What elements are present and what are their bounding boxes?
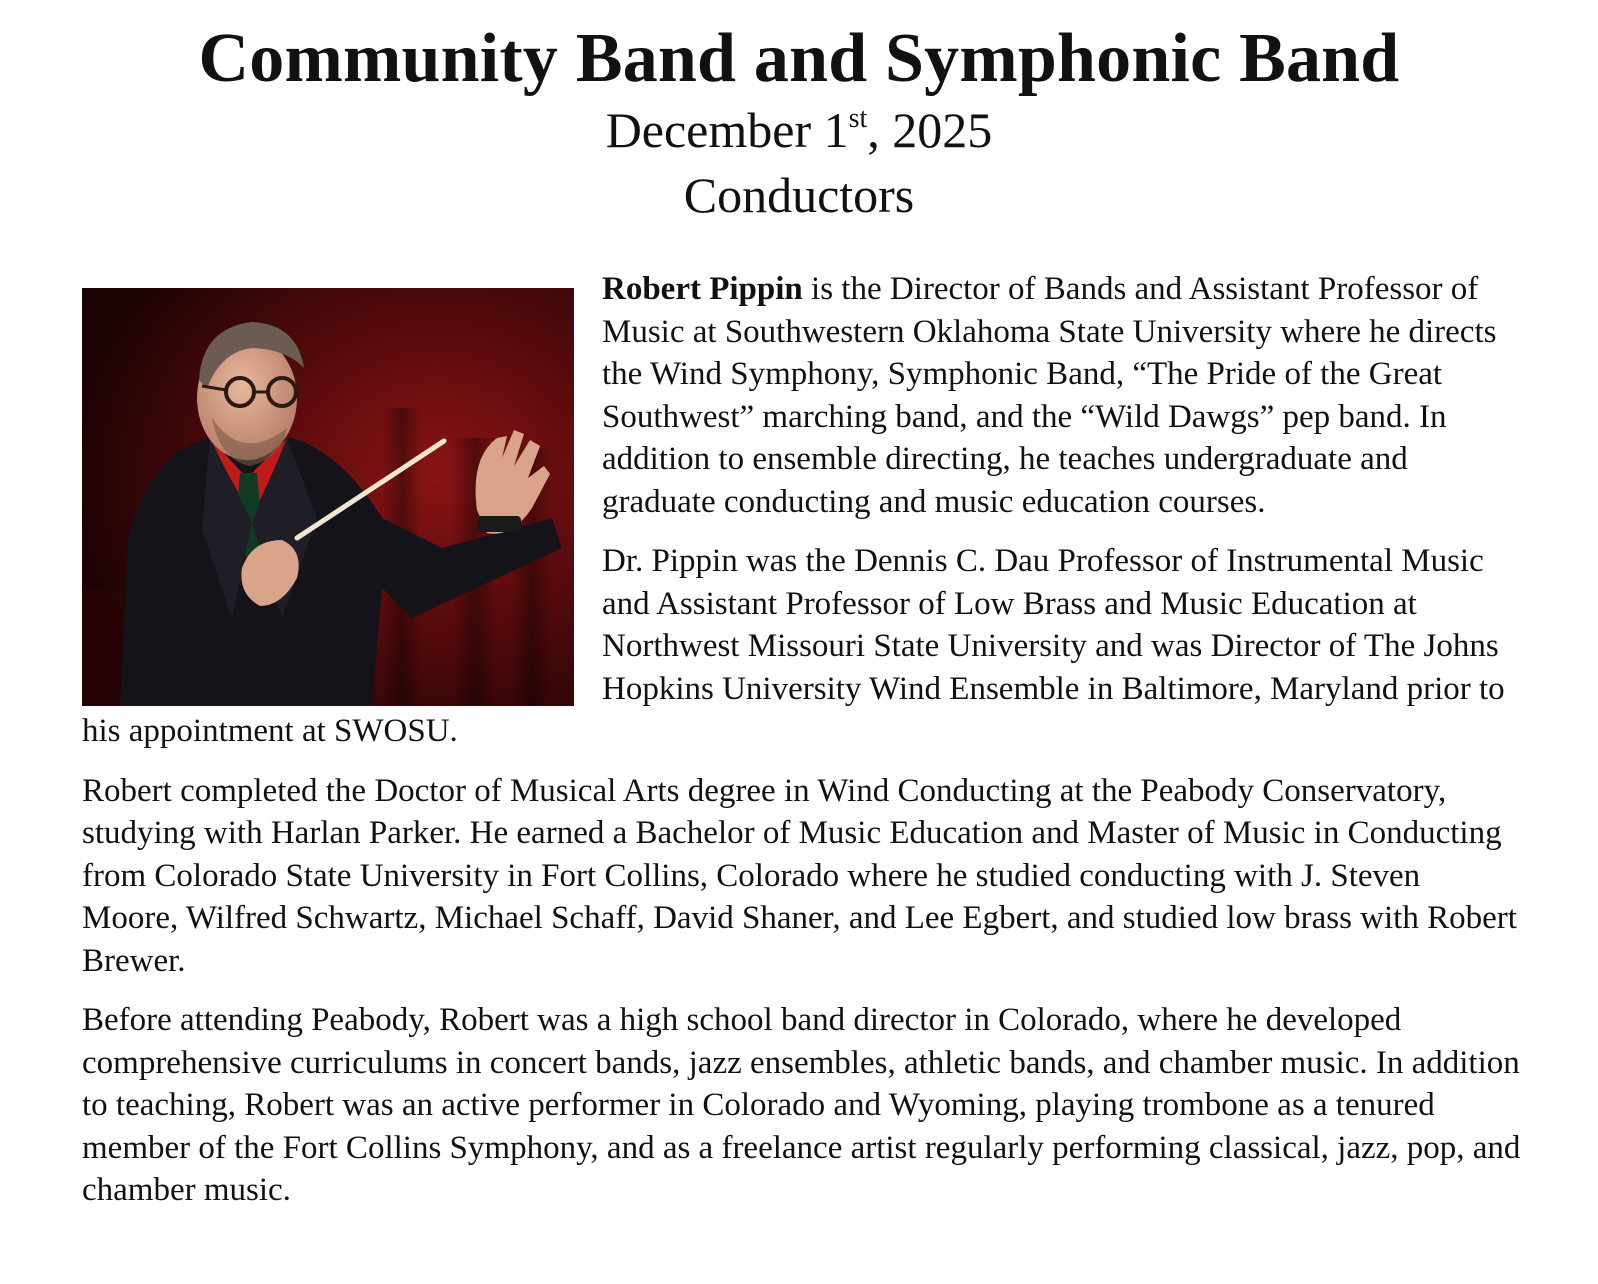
event-date-main: December 1 — [605, 102, 849, 158]
page-title: Community Band and Symphonic Band — [198, 20, 1400, 97]
conductor-bio — [82, 268, 1522, 1229]
conductor-portrait-photo — [82, 288, 574, 706]
event-date — [0, 100, 1598, 169]
bio-paragraph-3: Robert completed the Doctor of Musical Arts degree in Wind Conducting at the Peabody Conservatory, studying with Harlan Parker. He earned a Bachelor of Music Education and Master of Music in Conducting from Colorado State University in Fort Collins, Colorado where he studied conducting with J. Steven Moore, Wilfred Schwartz, Michael Schaff, David Shaner, and Lee Egbert, and studied low brass with Robert Brewer. — [82, 772, 1517, 979]
event-date-suffix: st — [848, 103, 868, 134]
conductor-name: Robert Pippin — [602, 271, 803, 307]
bio-paragraph-4: Before attending Peabody, Robert was a high school band director in Colorado, where he developed comprehensive curriculums in concert bands, jazz ensembles, athletic bands, and chamber music. In addition to teaching, Robert was an active performer in Colorado and Wyoming, playing trombone as a tenured member of the Fort Collins Symphony, and as a freelance artist regularly performing classical, jazz, pop, and chamber music. — [82, 1002, 1521, 1208]
bio-paragraph-2: Dr. Pippin was the Dennis C. Dau Professor of Instrumental Music and Assistant Professor of Low Brass and Music Education at Northwest Missouri State University and was Director of The Johns Hopkins University Wind Ensemble in Baltimore, Maryland prior to his appointment at SWOSU. — [82, 543, 1505, 749]
bio-paragraph-1-text: is the Director of Bands and Assistant Professor of Music at Southwestern Oklahoma State University where he directs the Wind Symphony, Symphonic Band, “The Pride of the Great Southwest” marching band, and the “Wild Dawgs” pep band. In addition to ensemble directing, he teaches undergraduate and graduate conducting and music education courses. — [602, 271, 1497, 520]
section-heading: Conductors — [683, 167, 915, 223]
event-date-year: , 2025 — [867, 102, 993, 158]
